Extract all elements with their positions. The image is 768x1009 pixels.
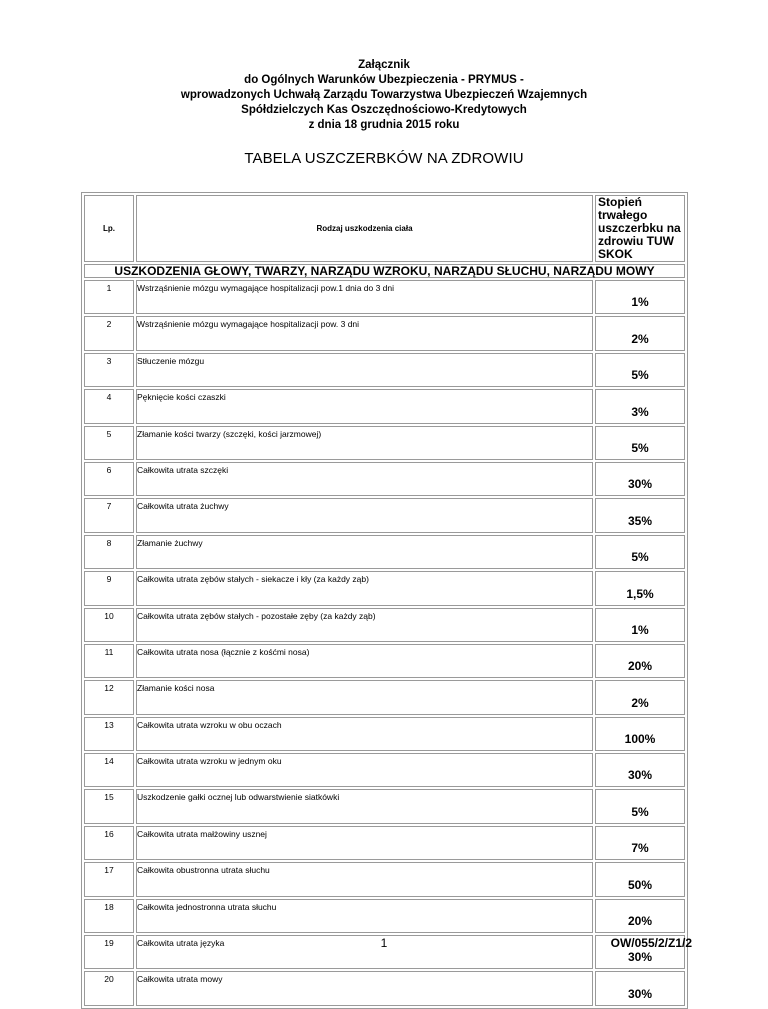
row-percentage: 1% bbox=[595, 280, 685, 314]
row-lp: 8 bbox=[84, 535, 134, 569]
row-description: Pęknięcie kości czaszki bbox=[136, 389, 593, 423]
row-lp: 19 bbox=[84, 935, 134, 969]
column-header-lp: Lp. bbox=[84, 195, 134, 262]
row-lp: 1 bbox=[84, 280, 134, 314]
table-row bbox=[84, 608, 685, 642]
row-percentage: 30% bbox=[595, 753, 685, 787]
injury-table bbox=[81, 192, 688, 1009]
row-description: Całkowita utrata języka bbox=[136, 935, 593, 969]
document-header bbox=[0, 58, 768, 133]
row-lp: 4 bbox=[84, 389, 134, 423]
row-lp: 15 bbox=[84, 789, 134, 823]
row-description: Całkowita jednostronna utrata słuchu bbox=[136, 899, 593, 933]
header-line: Spółdzielczych Kas Oszczędnościowo-Kredytowych bbox=[241, 104, 527, 116]
table-row bbox=[84, 280, 685, 314]
row-lp: 20 bbox=[84, 971, 134, 1005]
row-lp: 7 bbox=[84, 498, 134, 532]
row-lp: 18 bbox=[84, 899, 134, 933]
row-lp: 5 bbox=[84, 426, 134, 460]
table-row bbox=[84, 826, 685, 860]
row-description: Złamanie kości nosa bbox=[136, 680, 593, 714]
row-percentage: 5% bbox=[595, 353, 685, 387]
table-row bbox=[84, 389, 685, 423]
row-lp: 2 bbox=[84, 316, 134, 350]
page-number: 1 bbox=[380, 936, 388, 950]
row-percentage: 20% bbox=[595, 644, 685, 678]
row-percentage: 5% bbox=[595, 789, 685, 823]
row-description: Całkowita utrata małżowiny usznej bbox=[136, 826, 593, 860]
row-percentage: 30% bbox=[595, 935, 685, 969]
row-percentage: 35% bbox=[595, 498, 685, 532]
row-percentage: 3% bbox=[595, 389, 685, 423]
row-description: Uszkodzenie gałki ocznej lub odwarstwienie siatkówki bbox=[136, 789, 593, 823]
row-description: Całkowita utrata nosa (łącznie z kośćmi nosa) bbox=[136, 644, 593, 678]
table-row bbox=[84, 498, 685, 532]
table-row bbox=[84, 862, 685, 896]
row-percentage: 100% bbox=[595, 717, 685, 751]
column-header-rodzaj: Rodzaj uszkodzenia ciała bbox=[136, 195, 593, 262]
table-row bbox=[84, 753, 685, 787]
row-percentage: 5% bbox=[595, 535, 685, 569]
row-lp: 12 bbox=[84, 680, 134, 714]
header-line: Załącznik bbox=[358, 59, 410, 71]
table-row bbox=[84, 789, 685, 823]
row-percentage: 2% bbox=[595, 680, 685, 714]
row-lp: 10 bbox=[84, 608, 134, 642]
table-row bbox=[84, 680, 685, 714]
section-title: USZKODZENIA GŁOWY, TWARZY, NARZĄDU WZROKU, NARZĄDU SŁUCHU, NARZĄDU MOWY bbox=[84, 264, 685, 278]
table-row bbox=[84, 462, 685, 496]
table-row bbox=[84, 316, 685, 350]
row-lp: 3 bbox=[84, 353, 134, 387]
row-description: Całkowita utrata zębów stałych - pozostałe zęby (za każdy ząb) bbox=[136, 608, 593, 642]
row-description: Całkowita utrata mowy bbox=[136, 971, 593, 1005]
row-percentage: 30% bbox=[595, 462, 685, 496]
section-row bbox=[84, 264, 685, 278]
row-description: Całkowita utrata żuchwy bbox=[136, 498, 593, 532]
header-line: z dnia 18 grudnia 2015 roku bbox=[308, 119, 460, 131]
table-row bbox=[84, 535, 685, 569]
row-description: Wstrząśnienie mózgu wymagające hospitalizacji pow. 3 dni bbox=[136, 316, 593, 350]
row-lp: 17 bbox=[84, 862, 134, 896]
row-lp: 16 bbox=[84, 826, 134, 860]
table-row bbox=[84, 353, 685, 387]
column-header-stopien: Stopień trwałego uszczerbku na zdrowiu TUW SKOK bbox=[595, 195, 685, 262]
row-description: Wstrząśnienie mózgu wymagające hospitalizacji pow.1 dnia do 3 dni bbox=[136, 280, 593, 314]
row-description: Całkowita utrata szczęki bbox=[136, 462, 593, 496]
header-line: do Ogólnych Warunków Ubezpieczenia - PRYMUS - bbox=[244, 74, 524, 86]
row-percentage: 30% bbox=[595, 971, 685, 1005]
table-row bbox=[84, 971, 685, 1005]
row-percentage: 1,5% bbox=[595, 571, 685, 605]
row-percentage: 20% bbox=[595, 899, 685, 933]
table-row bbox=[84, 426, 685, 460]
page-title: TABELA USZCZERBKÓW NA ZDROWIU bbox=[244, 150, 524, 167]
row-description: Całkowita utrata zębów stałych - siekacze i kły (za każdy ząb) bbox=[136, 571, 593, 605]
row-description: Złamanie żuchwy bbox=[136, 535, 593, 569]
row-lp: 9 bbox=[84, 571, 134, 605]
table-row bbox=[84, 571, 685, 605]
table-header-row bbox=[84, 195, 685, 262]
row-lp: 6 bbox=[84, 462, 134, 496]
row-description: Całkowita obustronna utrata słuchu bbox=[136, 862, 593, 896]
row-description: Całkowita utrata wzroku w jednym oku bbox=[136, 753, 593, 787]
row-description: Złamanie kości twarzy (szczęki, kości jarzmowej) bbox=[136, 426, 593, 460]
header-line: wprowadzonych Uchwałą Zarządu Towarzystwa Ubezpieczeń Wzajemnych bbox=[180, 89, 588, 101]
row-lp: 13 bbox=[84, 717, 134, 751]
row-description: Całkowita utrata wzroku w obu oczach bbox=[136, 717, 593, 751]
row-percentage: 5% bbox=[595, 426, 685, 460]
row-lp: 11 bbox=[84, 644, 134, 678]
document-code: OW/055/2/Z1/2 bbox=[610, 936, 692, 950]
row-lp: 14 bbox=[84, 753, 134, 787]
table-row bbox=[84, 717, 685, 751]
row-percentage: 50% bbox=[595, 862, 685, 896]
row-description: Stłuczenie mózgu bbox=[136, 353, 593, 387]
row-percentage: 2% bbox=[595, 316, 685, 350]
table-row bbox=[84, 899, 685, 933]
row-percentage: 7% bbox=[595, 826, 685, 860]
table-row bbox=[84, 644, 685, 678]
row-percentage: 1% bbox=[595, 608, 685, 642]
